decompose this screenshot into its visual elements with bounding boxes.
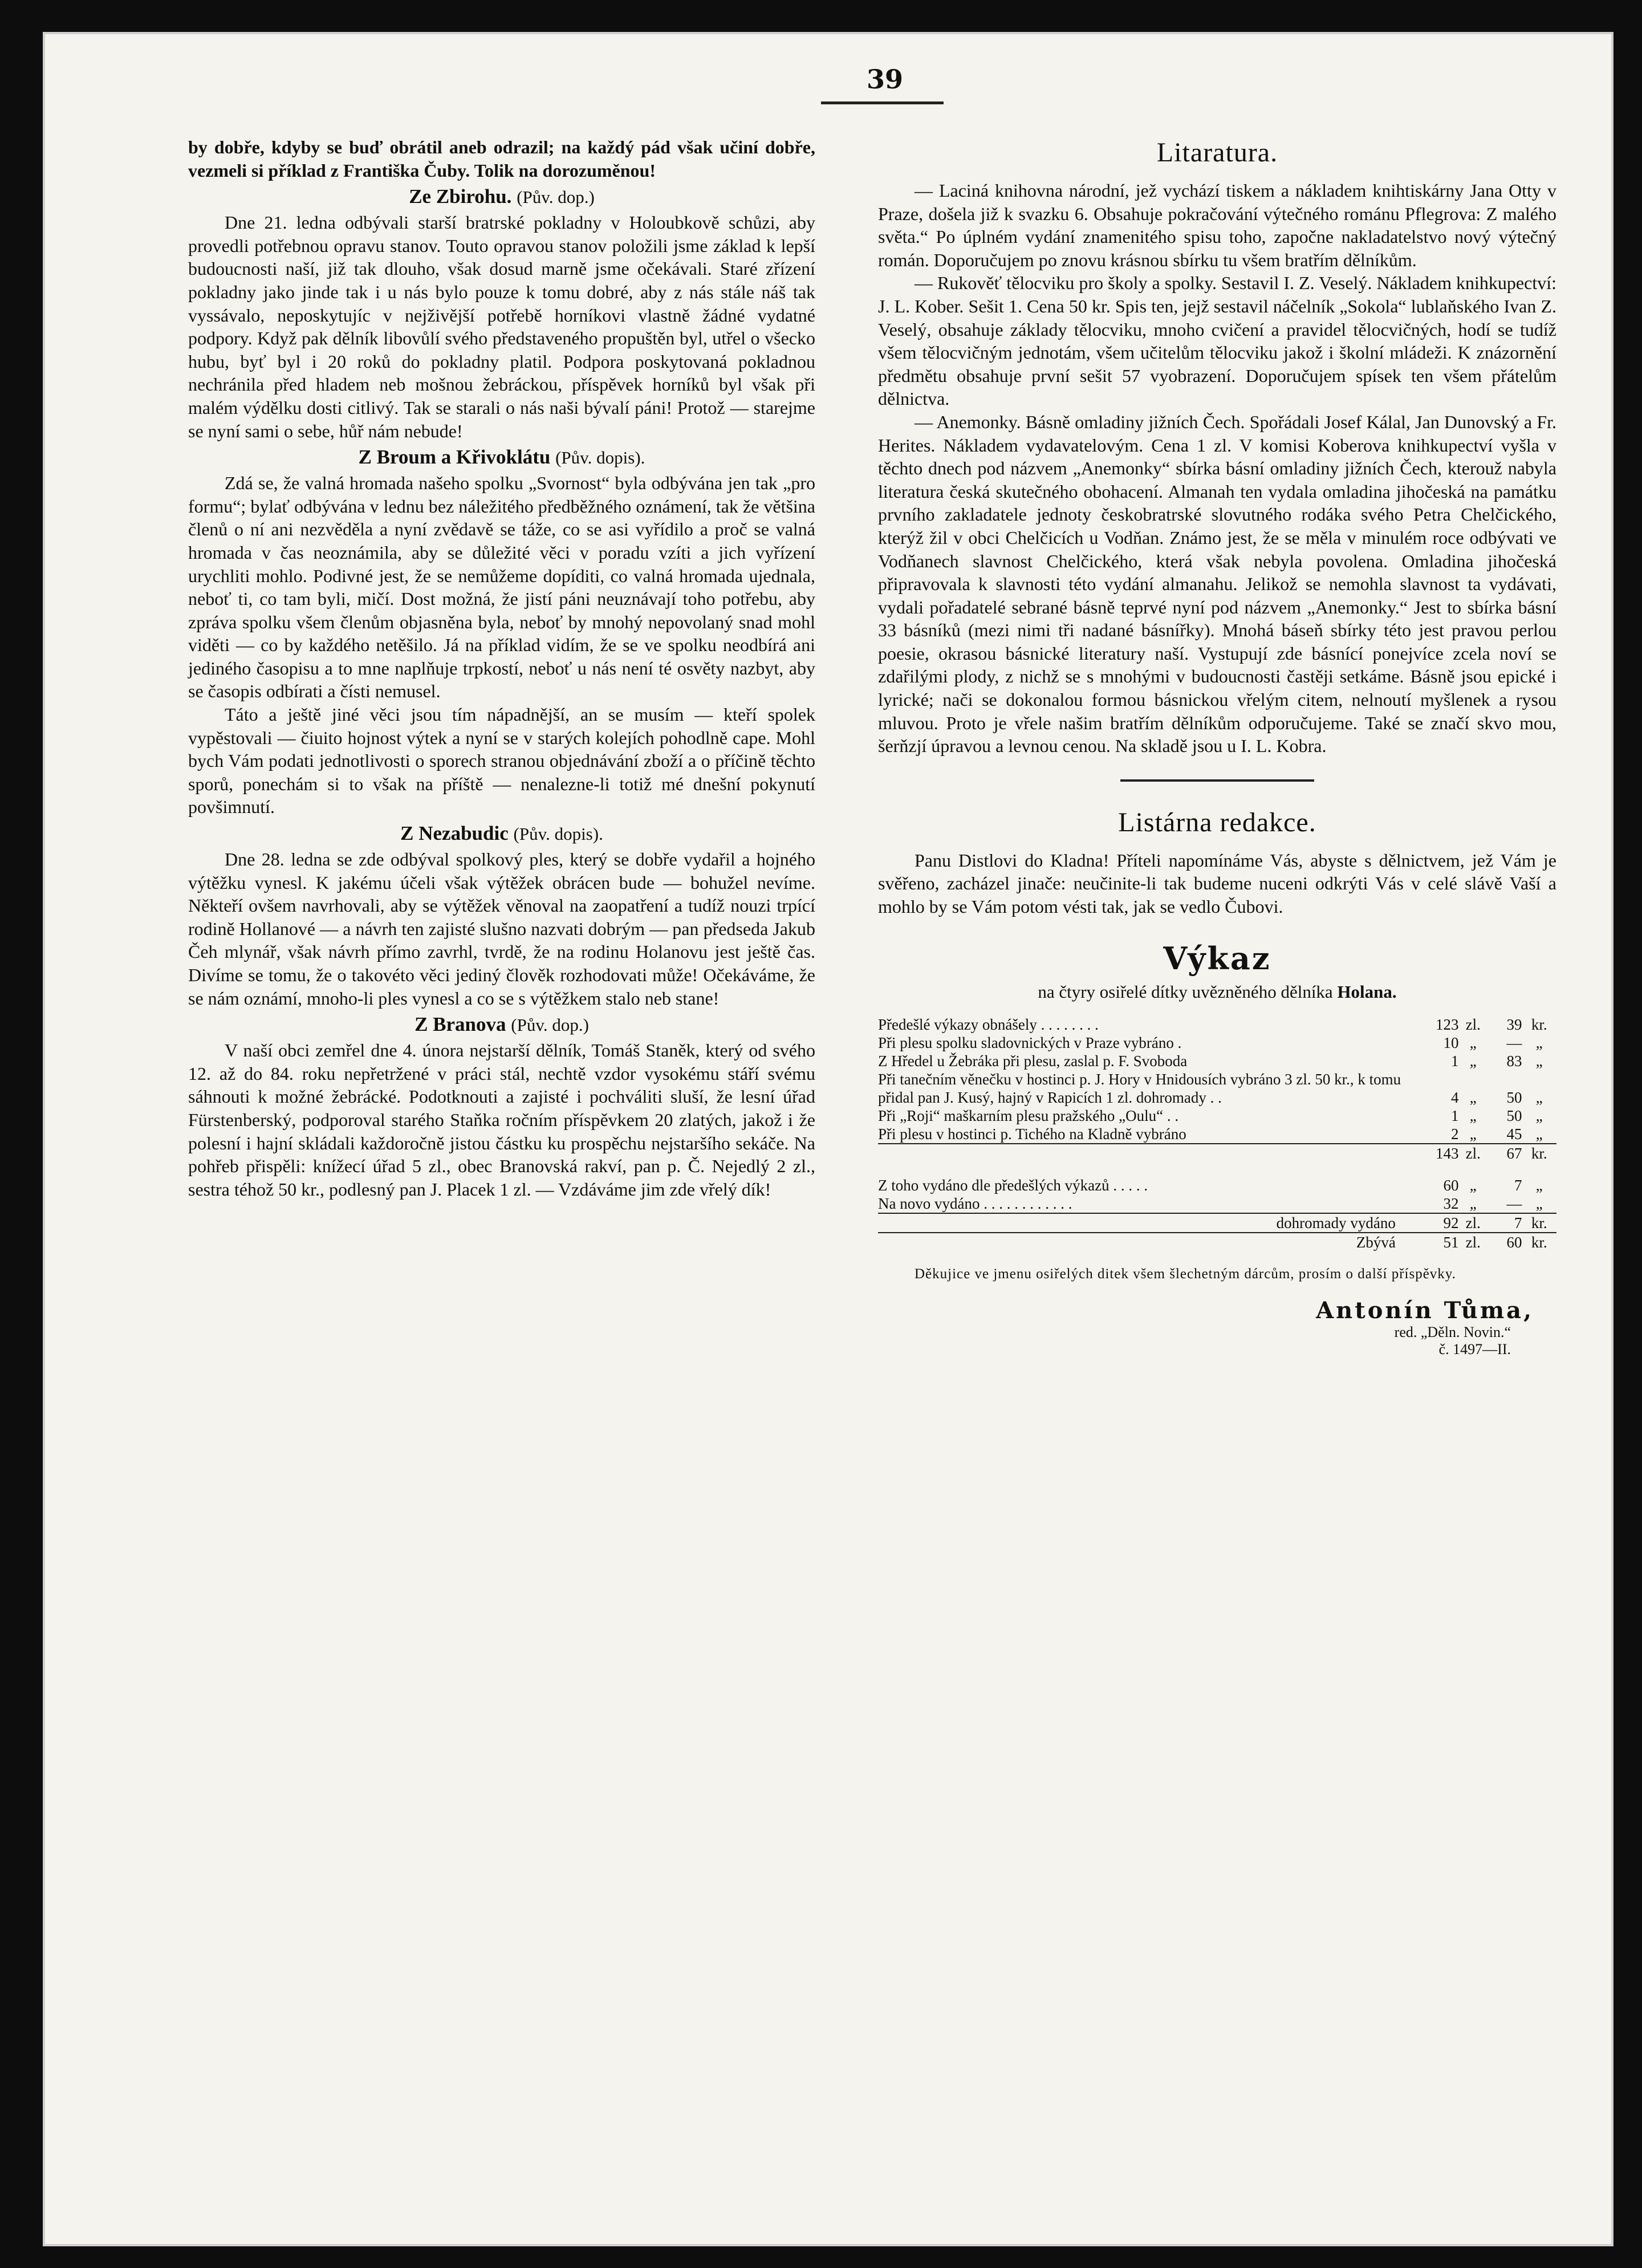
- table-row: [878, 1070, 1556, 1107]
- vykaz-subtitle-text: na čtyry osiřelé dítky uvězněného dělníka: [1038, 981, 1338, 1002]
- row-zl: 4: [1451, 1088, 1459, 1106]
- section-divider: [1120, 779, 1314, 782]
- spent-label: Z toho vydáno dle předešlých výkazů . . . . .: [878, 1176, 1148, 1194]
- branov-heading-text: Z Branova: [414, 1013, 506, 1036]
- spent-unit-kr: „: [1535, 1194, 1543, 1212]
- broum-heading-text: Z Broum a Křivoklátu: [358, 446, 551, 469]
- total-unit-kr: kr.: [1522, 1144, 1556, 1163]
- remain-label: Zbývá: [878, 1233, 1413, 1251]
- row-unit-zl: „: [1469, 1052, 1477, 1070]
- broum-article-2: Táto a ještě jiné věci jsou tím nápadnější, an se musím — kteří spolek vypěstovali — čiuito hojnost výtek a nyní se v starých kolejích pohodlně cape. Mohl bych Vám podati jednotlivosti o sporech stranou objednávání zboží a o příčině těchto sporů, ponechám si to však na příště — nenalezne-li totiž mé dnešní pokynutí povšimnutí.: [188, 704, 815, 818]
- spacer-row: [878, 1163, 1556, 1176]
- vykaz-thanks: Děkujice ve jmenu osiřelých ditek všem šlechetným dárcům, prosím o další příspěvky.: [915, 1266, 1456, 1282]
- table-row: [878, 1107, 1556, 1125]
- row-unit-zl: „: [1469, 1034, 1477, 1051]
- page-number: 39: [867, 64, 904, 95]
- opening-paragraph: by dobře, kdyby se buď obrátil aneb odrazil; na každý pád však učiní dobře, vezmeli si příklad z Františka Čuby. Tolik na dorozuměnou!: [188, 137, 815, 181]
- row-label: Při tanečním věnečku v hostinci p. J. Hory v Hnidousích vybráno 3 zl. 50 kr., k tomu přidal pan J. Kusý, hajný v Rapicích 1 zl. dohromady . .: [878, 1070, 1401, 1106]
- zbiroh-heading-text: Ze Zbirohu.: [409, 185, 512, 208]
- table-row: [878, 1015, 1556, 1034]
- remain-kr: 60: [1487, 1233, 1522, 1251]
- zbiroh-source: (Pův. dop.): [517, 187, 595, 208]
- vykaz-title: Výkaz: [1163, 940, 1271, 977]
- row-label: Při „Roji“ maškarním plesu pražského „Oulu“ . .: [878, 1107, 1179, 1124]
- broum-article: Zdá se, že valná hromada našeho spolku „Svornost“ byla odbývána jen tak „pro formu“; bylať odbývána v lednu bez náležitého předběžného oznámení, tak že většina členů o ní ani nezvěděla a nyní zvědavě se táže, co se asi vyřídilo a proč se valná hromada v čas neoznámila, aby se důležité věci v poradu vzíti a jich vyřízení urychliti mohlo. Podivné jest, že se nemůžeme dopíditi, co valná hromada ujednala, neboť ti, co tam byli, mičí. Dost možná, že jistí páni neuznávají toho potřebu, aby zpráva spolku všem členům objasněna byla, neboť by mnohý nepovolaný snad mohl viděti — co by každého netěšilo. Já na příklad vidím, že se ve spolku neodbírá ani jediného časopisu a to mne naplňuje trpkostí, neboť u nás není té osvěty nazbyt, aby se časopis odbírati a čísti nemusel.: [188, 473, 815, 702]
- row-zl: 2: [1451, 1125, 1459, 1143]
- row-label: Při plesu spolku sladovnických v Praze vybráno .: [878, 1034, 1182, 1051]
- nezabudice-article: Dne 28. ledna se zde odbýval spolkový ples, který se dobře vydařil a hojného výtěžku vynesl. K jakému účeli však výtěžek obrácen bude — bohužel nevíme. Někteří ovšem navrhovali, aby se výtěžek věnoval na zaopatření a tudíž nouzi trpící rodině Hollanové — a návrh ten zajisté slušno nazvati dobrým — pan předseda Jakub Čeh mlynář, však návrh přímo zavrhl, tvrdě, že na rodinu Holanovu jest ještě čas. Divíme se tomu, že o takovéto věci jediný člověk rozhodovati může! Očekáváme, že se nám oznámí, mnoho-li ples vynesl a co se s výtěžkem stalo neb stane!: [188, 849, 815, 1009]
- branov-heading: [188, 1011, 815, 1039]
- row-unit-kr: „: [1535, 1034, 1543, 1051]
- row-kr: 45: [1506, 1125, 1522, 1143]
- broum-heading: [188, 444, 815, 472]
- spent-unit-zl: „: [1469, 1176, 1477, 1194]
- row-zl: 1: [1451, 1052, 1459, 1070]
- row-zl: 10: [1443, 1034, 1459, 1051]
- branov-article: V naší obci zemřel dne 4. února nejstarší dělník, Tomáš Staněk, který od svého 12. až do 84. roku nepřetržené v práci stál, nechtě vzdor vysokému stáří svému sáhnouti k možné žebrácké. Podotknouti a zajisté i pochváliti sluší, že lesní úřad Fürstenberský, podporoval starého Staňka ročním příspěvkem 20 zlatých, jakož i že polesní i hajní skládali každoročně jistou částku ku prospěchu nejstaršího sekáče. Na pohřeb přispěli: knížecí úřad 5 zl., obec Branovská rakví, pan p. Č. Nejedlý 2 zl., sestra téhož 50 kr., podlesný pan J. Placek 1 zl. — Vzdáváme jim zde vřelý dík!: [188, 1040, 815, 1200]
- left-column: [188, 136, 815, 1201]
- row-unit-zl: „: [1469, 1088, 1477, 1106]
- zbiroh-heading: [188, 183, 815, 211]
- signature-line-1: red. „Děln. Novin.“: [1394, 1323, 1511, 1340]
- row-kr: —: [1506, 1034, 1522, 1051]
- together-zl: 92: [1413, 1213, 1459, 1233]
- row-kr: 39: [1506, 1015, 1522, 1033]
- together-label: dohromady vydáno: [878, 1213, 1413, 1233]
- together-row: [878, 1213, 1556, 1233]
- together-kr: 7: [1487, 1213, 1522, 1233]
- broum-source: (Pův. dopis).: [555, 448, 645, 468]
- table-row: [878, 1176, 1556, 1194]
- row-label: Z Hředel u Žebráka při plesu, zaslal p. F. Svoboda: [878, 1052, 1188, 1070]
- nezabudice-heading: [188, 820, 815, 848]
- row-unit-zl: zl.: [1465, 1015, 1481, 1033]
- row-label: Předešlé výkazy obnášely . . . . . . . .: [878, 1015, 1099, 1033]
- together-unit-zl: zl.: [1459, 1213, 1487, 1233]
- row-unit-zl: „: [1469, 1125, 1477, 1143]
- literatura-item-anemonky: — Anemonky. Básně omladiny jižních Čech. Spořádali Josef Kálal, Jan Dunovský a Fr. Herites. Nákladem vydavatelovým. Cena 1 zl. V komisi Koberova knihkupectví vyšla v těchto dnech pod názvem „Anemonky“ sbírka básní omladiny jižních Čech, kterouž nabyla literatura česká skutečného obohacení. Almanah ten vydala omladina jihočeská na památku prvního zakladatele jednoty českobratrské slovutného rodáka svého Petra Chelčického, kterýž žil v obci Chelčicích u Vodňan. Známo jest, že se měla v minulém roce odbývati ve Vodňanech slavnost Chelčického, která však nebyla povolena. Omladina jihočeská připravovala k slavnosti této vydání almanahu. Jelikož se nemohla slavnost ta vydávati, vydali pořadatelé sebrané básně teprvé nyní pod názvem „Anemonky.“ Jest to sbírka básní 33 básníků (mezi nimi tři nadané básnířky). Mnohá báseň sbírky této jest pravou perlou poesie, okrasou básnické literatury naší. Vystupují zde básnící ponejvíce zcela noví se zdařilými plody, z nichž se s mnohými v budoucnosti častěji setkáme. Básně jsou epické i lyrické; nači se dokonalou formou básnickou vřelým citem, nelnoutí myšlenek a rysou mluvou. Proto je vřele našim bratřím dělníkům odporučujeme. Také se značí skvo mou, šerňzjí úpravou a levnou cenou. Na skladě jsou u I. L. Kobra.: [878, 411, 1556, 757]
- branov-source: (Pův. dop.): [511, 1015, 589, 1035]
- row-unit-kr: „: [1535, 1088, 1543, 1106]
- row-unit-kr: „: [1535, 1107, 1543, 1124]
- zbiroh-article: Dne 21. ledna odbývali starší bratrské pokladny v Holoubkově schůzi, aby provedli potřebnou opravu stanov. Touto opravou stanov položili jsme základ k lepší budoucnosti naší, již tak dlouho, však dosud marně jsme očekávali. Staré zřízení pokladny jako jinde tak i u nás bylo pouze k tomu dobré, aby z nás stále náš tak vyssávalo, neposkytujíc v nejživější potřebě horníkovi vlastně žádné vydatné podpory. Když pak dělník libovůlí svého představeného propuštěn byl, utřel o všecko hubu, byť byl i 20 roků do pokladny platil. Podpora poskytovaná pokladnou nechránila před hladem neb mošnou žebráckou, příspěvek horníků byl však při malém výdělku dosti citlivý. Tak se starali o nás naši bývalí páni! Protož — starejme se nyní sami o sebe, hůř nám nebude!: [188, 212, 815, 441]
- remain-row: [878, 1233, 1556, 1251]
- signature-line-2: č. 1497—II.: [1438, 1340, 1511, 1357]
- literatura-item-knihovna: — Laciná knihovna národní, jež vychází tiskem a nákladem knihtiskárny Jana Otty v Praze, došela již k svazku 6. Obsahuje pokračování výtečného románu Pflegrova: Z malého světa.“ Po úplném vydání znamenitého spisu toho, započne nakladatelstvo nový výtečný román. Doporučujem po znovu krásnou sbírku tu všem bratřím dělníkům.: [878, 180, 1556, 270]
- vykaz-subtitle-name: Holana.: [1337, 981, 1397, 1002]
- spent-zl: 32: [1443, 1194, 1459, 1212]
- remain-unit-zl: zl.: [1459, 1233, 1487, 1251]
- row-kr: 50: [1506, 1088, 1522, 1106]
- spent-kr: 7: [1514, 1176, 1522, 1194]
- vykaz-table: [878, 1015, 1556, 1251]
- row-label: Při plesu v hostinci p. Tichého na Kladně vybráno: [878, 1125, 1186, 1143]
- spent-unit-zl: „: [1469, 1194, 1477, 1212]
- table-row: [878, 1034, 1556, 1052]
- row-zl: 123: [1436, 1015, 1459, 1033]
- total-unit-zl: zl.: [1459, 1144, 1487, 1163]
- row-unit-kr: kr.: [1531, 1015, 1547, 1033]
- table-row: [878, 1052, 1556, 1070]
- nezabudice-heading-text: Z Nezabudic: [400, 822, 509, 845]
- row-unit-kr: „: [1535, 1125, 1543, 1143]
- remain-zl: 51: [1413, 1233, 1459, 1251]
- table-row: [878, 1125, 1556, 1144]
- literatura-title: Litaratura.: [1156, 137, 1278, 168]
- row-zl: 1: [1451, 1107, 1459, 1124]
- row-kr: 50: [1506, 1107, 1522, 1124]
- signature-name: Antonín Tůma,: [1316, 1296, 1534, 1324]
- total-row: [878, 1144, 1556, 1163]
- signature-block: [878, 1297, 1556, 1358]
- row-unit-zl: „: [1469, 1107, 1477, 1124]
- total-kr: 67: [1487, 1144, 1522, 1163]
- row-kr: 83: [1506, 1052, 1522, 1070]
- spent-zl: 60: [1443, 1176, 1459, 1194]
- listarna-text: Panu Distlovi do Kladna! Příteli napomínáme Vás, abyste s dělnictvem, jež Vám je svěřeno, zacházel jinače: neučinite-li tak budeme nuceni odkrýti Vás v celé slávě Vaší a mohlo by se Vám potom vésti tak, jak se vedlo Čubovi.: [878, 850, 1556, 917]
- total-zl: 143: [1413, 1144, 1459, 1163]
- right-column: [878, 136, 1556, 1358]
- together-unit-kr: kr.: [1522, 1213, 1556, 1233]
- page-number-rule: [821, 101, 944, 104]
- remain-unit-kr: kr.: [1522, 1233, 1556, 1251]
- vykaz-subtitle: [878, 980, 1556, 1004]
- spent-unit-kr: „: [1535, 1176, 1543, 1194]
- spent-label: Na novo vydáno . . . . . . . . . . . .: [878, 1194, 1072, 1212]
- literatura-item-rukovet: — Rukověť tělocviku pro školy a spolky. Sestavil I. Z. Veselý. Nákladem knihkupectví: J. L. Kober. Sešit 1. Cena 50 kr. Spis ten, jejž sestavil náčelník „Sokola“ lublaňského Ivan Z. Veselý, obsahuje základy tělocviku, mnoho cvičení a pravidel tělocvičných, hodí se tudíž všem tělocvičným jednotám, všem učitelům tělocviku jakož i školní mládeži. K znázornění předmětu obsahuje první sešit 57 vyobrazení. Doporučujem spísek ten všem přátelům dělnictva.: [878, 273, 1556, 409]
- spent-kr: —: [1506, 1194, 1522, 1212]
- row-unit-kr: „: [1535, 1052, 1543, 1070]
- table-row: [878, 1194, 1556, 1213]
- nezabudice-source: (Pův. dopis).: [513, 824, 603, 844]
- listarna-title: Listárna redakce.: [1118, 807, 1316, 838]
